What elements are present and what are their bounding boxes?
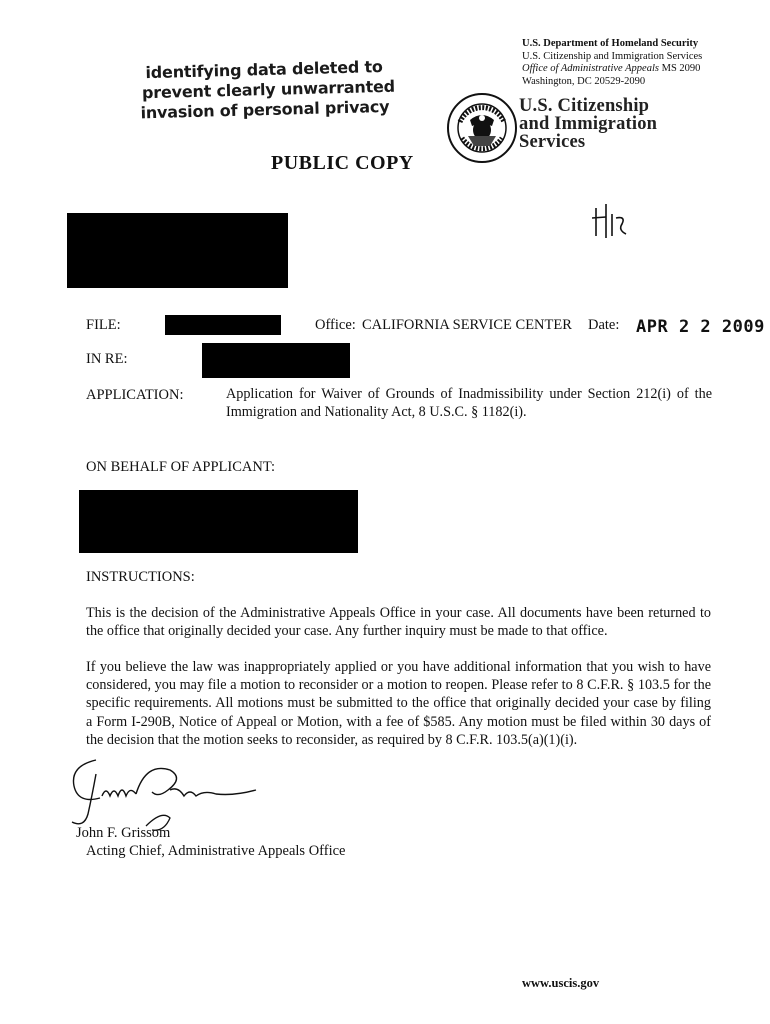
privacy-stamp bbox=[139, 57, 395, 124]
uscis-wordmark bbox=[519, 97, 657, 151]
wordmark-line-1: U.S. Citizenship bbox=[519, 96, 650, 116]
instructions-heading: INSTRUCTIONS: bbox=[86, 569, 195, 585]
public-copy-heading: PUBLIC COPY bbox=[271, 152, 414, 174]
agency-office-name: Office of Administrative Appeals bbox=[522, 63, 659, 74]
instructions-paragraph-2: If you believe the law was inappropriately applied or you have additional information that you wish to have considered, you may file a motion to reconsider or a motion to reopen. Please refer to 8 C.F.R. § 103.5 for the specific requirements. All motions must be submitted to the office that originally decided your case by filing a Form I-290B, Notice of Appeal or Motion, with a fee of $585. Any motion must be filed within 30 days of the decision that the motion seeks to reconsider, as required by 8 C.F.R. 103.5(a)(1)(i). bbox=[86, 659, 711, 748]
office-value: CALIFORNIA SERVICE CENTER bbox=[362, 317, 572, 333]
agency-address: Washington, DC 20529-2090 bbox=[522, 75, 646, 87]
agency-office bbox=[522, 63, 702, 76]
wordmark-line-2: and Immigration bbox=[519, 114, 658, 134]
instructions-paragraph-1: This is the decision of the Administrative Appeals Office in your case. All documents have been returned to the office that originally decided your case. Any further inquiry must be made to that office. bbox=[86, 605, 711, 640]
date-stamp: APR 2 2 2009 bbox=[636, 317, 765, 337]
signatory-name: John F. Grissom bbox=[76, 825, 171, 841]
handwritten-mark-h1 bbox=[592, 200, 634, 242]
application-label: APPLICATION: bbox=[86, 387, 184, 403]
stamp-line-3: invasion of personal privacy bbox=[140, 96, 390, 123]
redacted-applicant-rep bbox=[79, 490, 358, 553]
file-label: FILE: bbox=[86, 317, 121, 333]
date-label: Date: bbox=[588, 317, 620, 333]
in-re-label: IN RE: bbox=[86, 351, 128, 367]
on-behalf-label: ON BEHALF OF APPLICANT: bbox=[86, 459, 276, 475]
redacted-in-re bbox=[202, 343, 350, 378]
redacted-block-top bbox=[67, 213, 288, 288]
stamp-line-1: identifying data deleted to bbox=[145, 56, 383, 83]
application-value: Application for Waiver of Grounds of Inadmissibility under Section 212(i) of the Immigration and Nationality Act, 8 U.S.C. § 1182(i). bbox=[226, 386, 712, 421]
signatory-title: Acting Chief, Administrative Appeals Office bbox=[86, 843, 346, 859]
stamp-line-2: prevent clearly unwarranted bbox=[141, 76, 396, 103]
agency-sub: U.S. Citizenship and Immigration Services bbox=[522, 50, 703, 62]
wordmark-line-3: Services bbox=[519, 132, 586, 152]
redacted-file-number bbox=[165, 315, 281, 335]
agency-address-block bbox=[522, 38, 702, 88]
office-label: Office: bbox=[315, 317, 356, 333]
agency-office-ms: MS 2090 bbox=[658, 63, 701, 74]
dhs-seal-icon bbox=[446, 92, 518, 164]
agency-dept: U.S. Department of Homeland Security bbox=[522, 38, 699, 49]
footer-url: www.uscis.gov bbox=[522, 976, 600, 990]
